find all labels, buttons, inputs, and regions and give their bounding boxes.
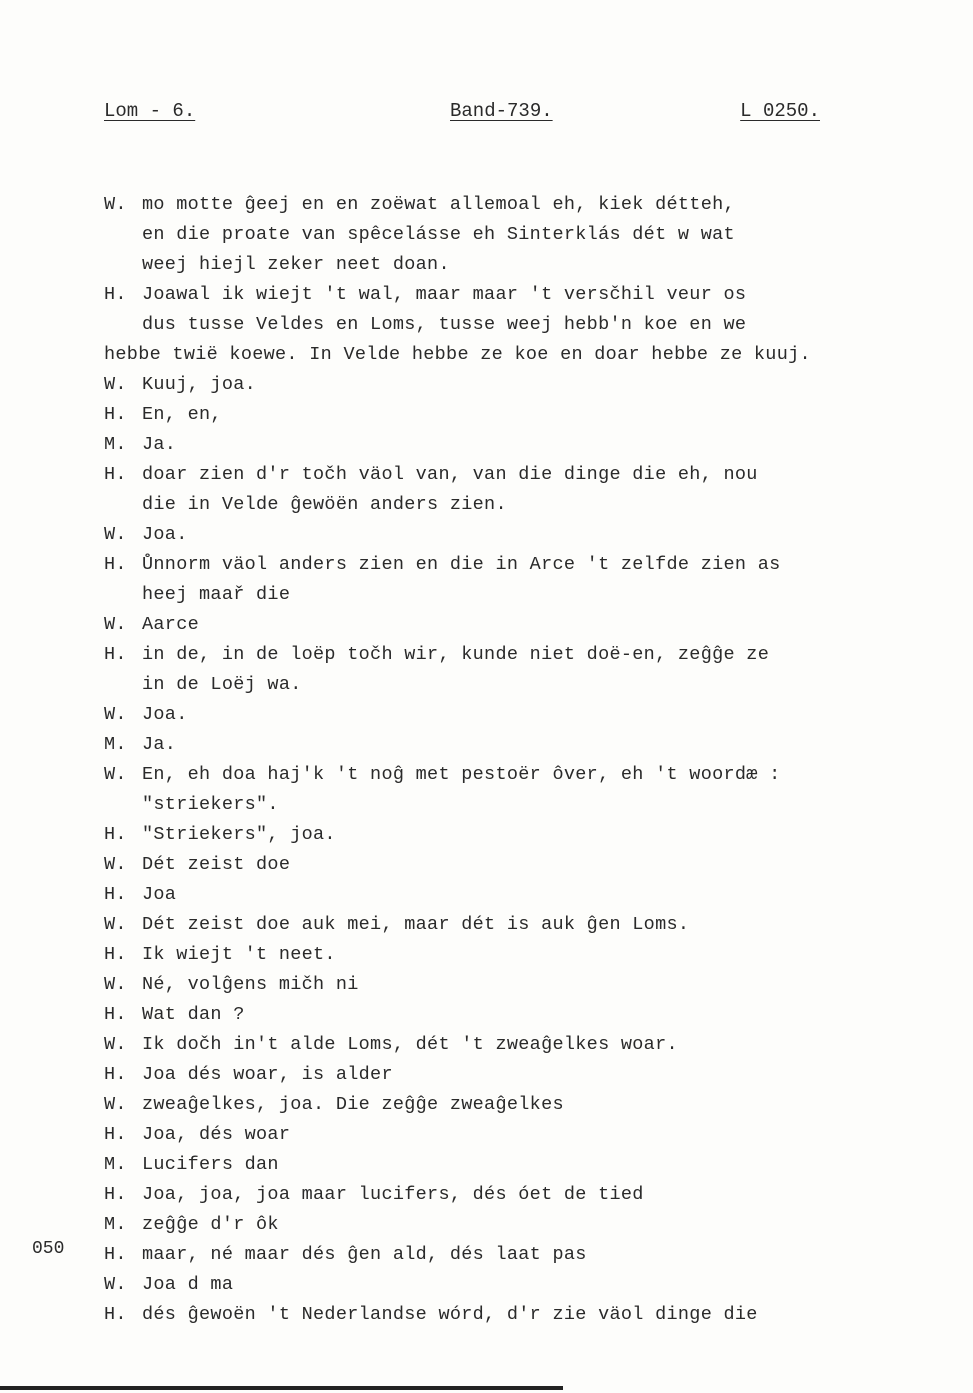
transcript-line	[104, 280, 884, 310]
line-text: Lucifers dan	[142, 1154, 279, 1175]
transcript-line	[104, 1240, 884, 1270]
speaker-label: W.	[104, 524, 127, 545]
line-text: Dét zeist doe	[142, 854, 291, 875]
transcript-line	[104, 940, 884, 970]
transcript-line	[104, 1120, 884, 1150]
line-text: Ja.	[142, 434, 177, 455]
transcript-line	[104, 550, 884, 580]
transcript-line	[104, 760, 884, 790]
header-center: Band-739.	[450, 100, 553, 122]
speaker-label: H.	[104, 284, 127, 305]
speaker-label: H.	[104, 1064, 127, 1085]
line-text: Ůnnorm väol anders zien en die in Arce 't zelfde zien as	[142, 554, 781, 575]
speaker-label: H.	[104, 404, 127, 425]
transcript-line	[104, 1060, 884, 1090]
line-text: Joawal ik wiejt 't wal, maar maar 't versčhil veur os	[142, 284, 747, 305]
line-text: en die proate van spêcelásse eh Sinterklás dét w wat	[142, 224, 735, 245]
transcript-line	[104, 970, 884, 1000]
line-text: Né, volĝens mičh ni	[142, 974, 359, 995]
speaker-label: W.	[104, 764, 127, 785]
line-text: "striekers".	[142, 794, 279, 815]
line-text: Kuuj, joa.	[142, 374, 257, 395]
line-text: mo motte ĝeej en en zoëwat allemoal eh, kiek détteh,	[142, 194, 735, 215]
speaker-label: H.	[104, 824, 127, 845]
speaker-label: H.	[104, 944, 127, 965]
line-text: Joa	[142, 884, 177, 905]
line-text: Joa, dés woar	[142, 1124, 291, 1145]
transcript-line	[104, 250, 884, 280]
line-text: Dét zeist doe auk mei, maar dét is auk ĝen Loms.	[142, 914, 690, 935]
transcript-line	[104, 1150, 884, 1180]
transcript-line	[104, 370, 884, 400]
header-left: Lom - 6.	[104, 100, 196, 122]
speaker-label: H.	[104, 1004, 127, 1025]
speaker-label: W.	[104, 914, 127, 935]
speaker-label: W.	[104, 854, 127, 875]
speaker-label: H.	[104, 464, 127, 485]
transcript-line	[104, 610, 884, 640]
line-text: in de, in de loëp točh wir, kunde niet doë-en, zeĝĝe ze	[142, 644, 770, 665]
transcript-line	[104, 430, 884, 460]
transcript-line	[104, 1270, 884, 1300]
speaker-label: M.	[104, 1154, 127, 1175]
speaker-label: H.	[104, 644, 127, 665]
line-text: doar zien d'r točh väol van, van die dinge die eh, nou	[142, 464, 758, 485]
transcript-line	[104, 700, 884, 730]
transcript-line	[104, 640, 884, 670]
transcript-line	[104, 310, 884, 340]
speaker-label: M.	[104, 1214, 127, 1235]
transcript-line	[104, 340, 884, 370]
line-text: Ik dočh in't alde Loms, dét 't zweaĝelkes woar.	[142, 1034, 678, 1055]
line-text: in de Loëj wa.	[142, 674, 302, 695]
line-text: Joa d ma	[142, 1274, 234, 1295]
speaker-label: H.	[104, 1124, 127, 1145]
transcript-line	[104, 490, 884, 520]
line-text: dés ĝewoën 't Nederlandse wórd, d'r zie väol dinge die	[142, 1304, 758, 1325]
line-text: Ja.	[142, 734, 177, 755]
line-text: dus tusse Veldes en Loms, tusse weej hebb'n koe en we	[142, 314, 747, 335]
transcript-line	[104, 790, 884, 820]
line-text: Joa.	[142, 524, 188, 545]
transcript-line	[104, 1030, 884, 1060]
line-text: Wat dan ?	[142, 1004, 245, 1025]
transcript-line	[104, 1000, 884, 1030]
line-text: En, eh doa haj'k 't noĝ met pestoër ôver, eh 't woordæ :	[142, 764, 781, 785]
speaker-label: W.	[104, 1094, 127, 1115]
margin-line-number: 050	[32, 1239, 65, 1259]
line-text: Ik wiejt 't neet.	[142, 944, 336, 965]
line-text: heej maař die	[142, 584, 291, 605]
line-text: weej hiejl zeker neet doan.	[142, 254, 450, 275]
line-text: maar, né maar dés ĝen ald, dés laat pas	[142, 1244, 587, 1265]
speaker-label: W.	[104, 1034, 127, 1055]
speaker-label: H.	[104, 554, 127, 575]
speaker-label: W.	[104, 194, 127, 215]
transcript-line	[104, 880, 884, 910]
line-text: "Striekers", joa.	[142, 824, 336, 845]
header-right: L 0250.	[740, 100, 820, 122]
speaker-label: W.	[104, 1274, 127, 1295]
transcript-line	[104, 1090, 884, 1120]
transcript-line	[104, 850, 884, 880]
transcript-line	[104, 580, 884, 610]
transcript-line	[104, 730, 884, 760]
line-text: Joa.	[142, 704, 188, 725]
transcript-line	[104, 460, 884, 490]
line-text: hebbe twië koewe. In Velde hebbe ze koe en doar hebbe ze kuuj.	[104, 344, 811, 365]
line-text: die in Velde ĝewöën anders zien.	[142, 494, 507, 515]
line-text: zeĝĝe d'r ôk	[142, 1214, 279, 1235]
speaker-label: W.	[104, 704, 127, 725]
transcript-line	[104, 400, 884, 430]
line-text: Aarce	[142, 614, 200, 635]
speaker-label: H.	[104, 1184, 127, 1205]
transcript-line	[104, 820, 884, 850]
speaker-label: H.	[104, 1304, 127, 1325]
speaker-label: M.	[104, 434, 127, 455]
speaker-label: W.	[104, 614, 127, 635]
transcript-line	[104, 190, 884, 220]
page-header	[104, 100, 820, 126]
transcript-line	[104, 1300, 884, 1330]
speaker-label: W.	[104, 974, 127, 995]
transcript	[104, 190, 884, 1330]
speaker-label: H.	[104, 1244, 127, 1265]
line-text: Joa dés woar, is alder	[142, 1064, 393, 1085]
line-text: zweaĝelkes, joa. Die zeĝĝe zweaĝelkes	[142, 1094, 564, 1115]
line-text: En, en,	[142, 404, 222, 425]
bottom-rule	[0, 1386, 563, 1390]
transcript-line	[104, 1180, 884, 1210]
transcript-line	[104, 1210, 884, 1240]
speaker-label: H.	[104, 884, 127, 905]
transcript-line	[104, 910, 884, 940]
transcript-line	[104, 520, 884, 550]
transcript-line	[104, 670, 884, 700]
speaker-label: M.	[104, 734, 127, 755]
line-text: Joa, joa, joa maar lucifers, dés óet de tied	[142, 1184, 644, 1205]
speaker-label: W.	[104, 374, 127, 395]
transcript-line	[104, 220, 884, 250]
